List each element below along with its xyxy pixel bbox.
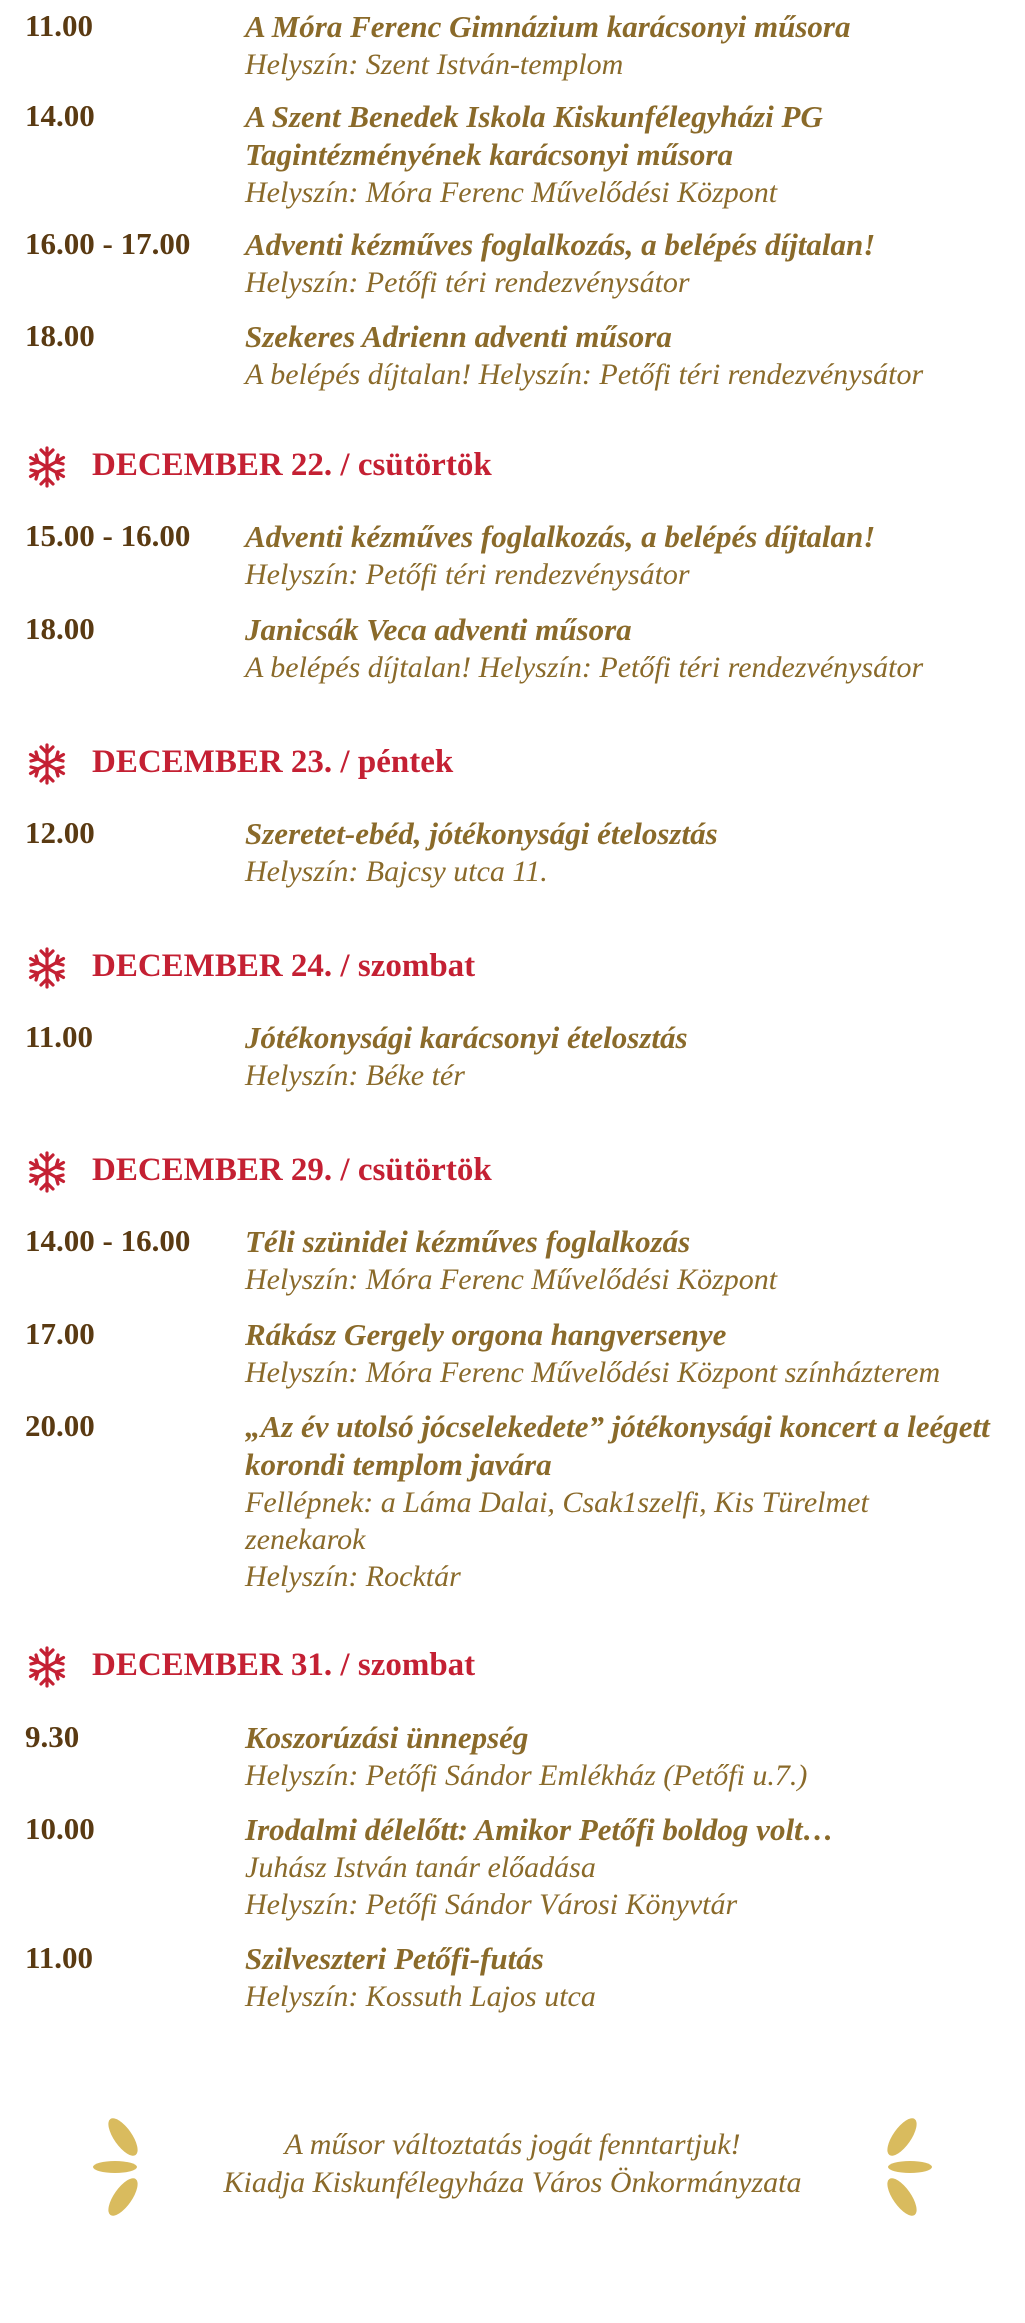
event-details xyxy=(245,318,1025,393)
day-heading xyxy=(0,1148,1025,1196)
event-title: A Móra Ferenc Gimnázium karácsonyi műsora xyxy=(245,9,851,44)
event-time: 20.00 xyxy=(25,1408,95,1443)
event-details xyxy=(245,1719,1025,1794)
event-venue: Helyszín: Kossuth Lajos utca xyxy=(245,1980,596,2013)
snowflake-icon xyxy=(25,1645,69,1689)
event-title: „Az év utolsó jócselekedete” jótékonysági koncert a leégett korondi templom javára xyxy=(245,1409,990,1482)
event-venue: A belépés díjtalan! Helyszín: Petőfi téri rendezvénysátor xyxy=(245,651,924,684)
day-label: DECEMBER 24. / szombat xyxy=(92,948,476,984)
snowflake-icon xyxy=(25,445,69,489)
snowflake-icon xyxy=(25,946,69,990)
footer-publisher: Kiadja Kiskunfélegyháza Város Önkormányzata xyxy=(223,2166,802,2199)
event-title: Téli szünidei kézműves foglalkozás xyxy=(245,1224,691,1259)
event-title: Irodalmi délelőtt: Amikor Petőfi boldog volt… xyxy=(245,1812,834,1847)
day-label: DECEMBER 22. / csütörtök xyxy=(92,447,492,483)
event-title: Szeretet-ebéd, jótékonysági ételosztás xyxy=(245,816,718,851)
event-time: 17.00 xyxy=(25,1316,95,1351)
snowflake-icon xyxy=(25,742,69,786)
event-venue: Helyszín: Petőfi téri rendezvénysátor xyxy=(245,558,690,591)
footer xyxy=(0,2112,1025,2232)
footer-disclaimer: A műsor változtatás jogát fenntartjuk! xyxy=(284,2128,741,2161)
event-time: 18.00 xyxy=(25,611,95,646)
wheat-sprig-icon xyxy=(870,2112,940,2222)
event-details xyxy=(245,518,1025,593)
event-title: Koszorúzási ünnepség xyxy=(245,1720,529,1755)
event-venue: Helyszín: Rocktár xyxy=(245,1560,461,1593)
day-label: DECEMBER 23. / péntek xyxy=(92,744,454,780)
event-venue: Helyszín: Petőfi Sándor Emlékház (Petőfi u.7.) xyxy=(245,1759,808,1792)
event-time: 12.00 xyxy=(25,815,95,850)
event-title: Szekeres Adrienn adventi műsora xyxy=(245,319,672,354)
event-time: 14.00 xyxy=(25,98,95,133)
event-venue: Helyszín: Móra Ferenc Művelődési Központ színházterem xyxy=(245,1356,941,1389)
event-details xyxy=(245,1940,1025,2015)
day-heading xyxy=(0,1643,1025,1691)
day-heading xyxy=(0,944,1025,992)
event-details xyxy=(245,1811,1025,1923)
event-details xyxy=(245,815,1025,890)
event-time: 15.00 - 16.00 xyxy=(25,518,191,553)
event-venue: Helyszín: Szent István-templom xyxy=(245,48,624,81)
event-time: 10.00 xyxy=(25,1811,95,1846)
day-label: DECEMBER 31. / szombat xyxy=(92,1647,476,1683)
event-title: Adventi kézműves foglalkozás, a belépés díjtalan! xyxy=(245,519,876,554)
event-venue: Helyszín: Bajcsy utca 11. xyxy=(245,855,548,888)
event-details xyxy=(245,98,1025,211)
event-time: 18.00 xyxy=(25,318,95,353)
event-details xyxy=(245,226,1025,301)
day-label: DECEMBER 29. / csütörtök xyxy=(92,1152,492,1188)
event-speaker: Juhász István tanár előadása xyxy=(245,1851,596,1884)
event-time: 16.00 - 17.00 xyxy=(25,226,191,261)
event-time: 9.30 xyxy=(25,1719,80,1754)
event-title: Adventi kézműves foglalkozás, a belépés díjtalan! xyxy=(245,227,876,262)
event-title: Szilveszteri Petőfi-futás xyxy=(245,1941,544,1976)
event-title: Rákász Gergely orgona hangversenye xyxy=(245,1317,727,1352)
day-heading xyxy=(0,443,1025,491)
event-details xyxy=(245,1316,1025,1391)
footer-text xyxy=(150,2126,875,2202)
snowflake-icon xyxy=(25,1150,69,1194)
event-venue: Helyszín: Móra Ferenc Művelődési Központ xyxy=(245,1263,778,1296)
event-time: 11.00 xyxy=(25,1940,94,1975)
day-heading xyxy=(0,740,1025,788)
event-venue: Helyszín: Petőfi téri rendezvénysátor xyxy=(245,266,690,299)
event-details xyxy=(245,1408,1025,1595)
event-time: 11.00 xyxy=(25,8,94,43)
event-details xyxy=(245,1019,1025,1094)
event-venue: Helyszín: Béke tér xyxy=(245,1059,465,1092)
event-venue: A belépés díjtalan! Helyszín: Petőfi téri rendezvénysátor xyxy=(245,358,924,391)
event-title: A Szent Benedek Iskola Kiskunfélegyházi PG Tagintézményének karácsonyi műsora xyxy=(245,99,823,172)
event-performers: Fellépnek: a Láma Dalai, Csak1szelfi, Kis Türelmet zenekarok xyxy=(245,1486,869,1556)
event-venue: Helyszín: Móra Ferenc Művelődési Központ xyxy=(245,176,778,209)
event-details xyxy=(245,1223,1025,1298)
event-title: Janicsák Veca adventi műsora xyxy=(245,612,632,647)
event-details xyxy=(245,611,1025,686)
wheat-sprig-icon xyxy=(85,2112,155,2222)
event-time: 14.00 - 16.00 xyxy=(25,1223,191,1258)
event-details xyxy=(245,8,1025,83)
event-title: Jótékonysági karácsonyi ételosztás xyxy=(245,1020,688,1055)
event-venue: Helyszín: Petőfi Sándor Városi Könyvtár xyxy=(245,1888,738,1921)
event-time: 11.00 xyxy=(25,1019,94,1054)
